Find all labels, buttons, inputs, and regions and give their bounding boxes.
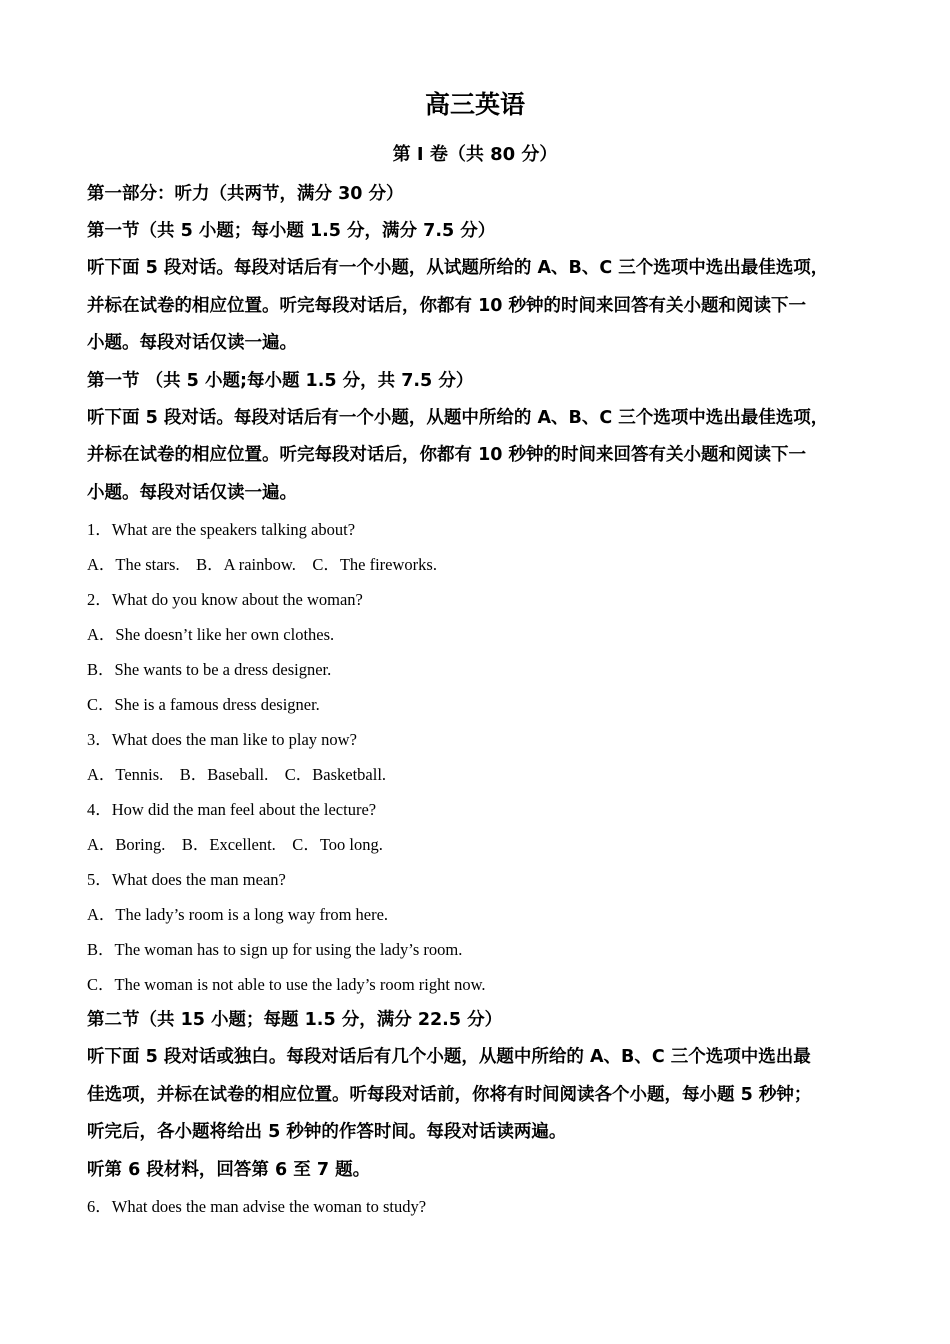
question-3-options: A．Tennis. B．Baseball. C．Basketball. (87, 765, 387, 784)
instruction-line: 听下面 5 段对话或独白。每段对话后有几个小题，从题中所给的 A、B、C 三个选项中选出最 (87, 1047, 811, 1067)
instruction-line: 佳选项，并标在试卷的相应位置。听每段对话前，你将有时间阅读各个小题，每小题 5 秒钟； (87, 1084, 812, 1105)
question-4-options: A．Boring. B．Excellent. C．Too long. (87, 835, 383, 854)
question-1: 1．What are the speakers talking about? (87, 520, 356, 539)
question-1-options: A．The stars. B．A rainbow. C．The fireworks. (87, 555, 437, 574)
question-2-option-a: A．She doesn’t like her own clothes. (87, 625, 335, 644)
page-title: 高三英语 (424, 90, 525, 119)
question-6: 6．What does the man advise the woman to study? (87, 1196, 427, 1216)
question-5-option-c: C．The woman is not able to use the lady’s room right now. (87, 975, 486, 994)
instruction-line: 听完后，各小题将给出 5 秒钟的作答时间。每段对话读两遍。 (87, 1122, 567, 1142)
exam-content (87, 176, 877, 1224)
question-2: 2．What do you know about the woman? (87, 590, 363, 609)
question-2-option-b: B．She wants to be a dress designer. (87, 660, 332, 679)
material6-heading: 听第 6 段材料，回答第 6 至 7 题。 (87, 1159, 371, 1180)
question-5-option-b: B．The woman has to sign up for using the lady’s room. (87, 940, 463, 959)
instruction-line: 小题。每段对话仅读一遍。 (87, 482, 297, 503)
instruction-line: 并标在试卷的相应位置。听完每段对话后，你都有 10 秒钟的时间来回答有关小题和阅读下一 (87, 295, 807, 316)
section2-heading: 第二节（共 15 小题；每题 1.5 分，满分 22.5 分） (87, 1010, 503, 1030)
section1-heading-a: 第一节（共 5 小题；每小题 1.5 分，满分 7.5 分） (87, 221, 496, 241)
question-4: 4．How did the man feel about the lecture? (87, 800, 377, 819)
question-2-option-c: C．She is a famous dress designer. (87, 695, 320, 714)
instruction-line: 小题。每段对话仅读一遍。 (87, 333, 297, 353)
part1-heading: 第一部分：听力（共两节，满分 30 分） (87, 184, 404, 204)
instruction-line: 听下面 5 段对话。每段对话后有一个小题，从试题所给的 A、B、C 三个选项中选出最佳选项， (87, 258, 829, 278)
page-subtitle: 第 I 卷（共 80 分） (392, 144, 558, 165)
instruction-line: 并标在试卷的相应位置。听完每段对话后，你都有 10 秒钟的时间来回答有关小题和阅读下一 (87, 445, 807, 465)
section1-heading-b: 第一节 （共 5 小题;每小题 1.5 分，共 7.5 分） (87, 370, 474, 391)
section1-instructions-b (87, 400, 877, 513)
question-5: 5．What does the man mean? (87, 870, 286, 889)
section1-instructions-a (87, 250, 877, 363)
question-5-option-a: A．The lady’s room is a long way from here. (87, 905, 389, 924)
section2-instructions (87, 1039, 877, 1152)
question-3: 3．What does the man like to play now? (87, 730, 357, 749)
instruction-line: 听下面 5 段对话。每段对话后有一个小题，从题中所给的 A、B、C 三个选项中选出最佳选项， (87, 407, 829, 428)
